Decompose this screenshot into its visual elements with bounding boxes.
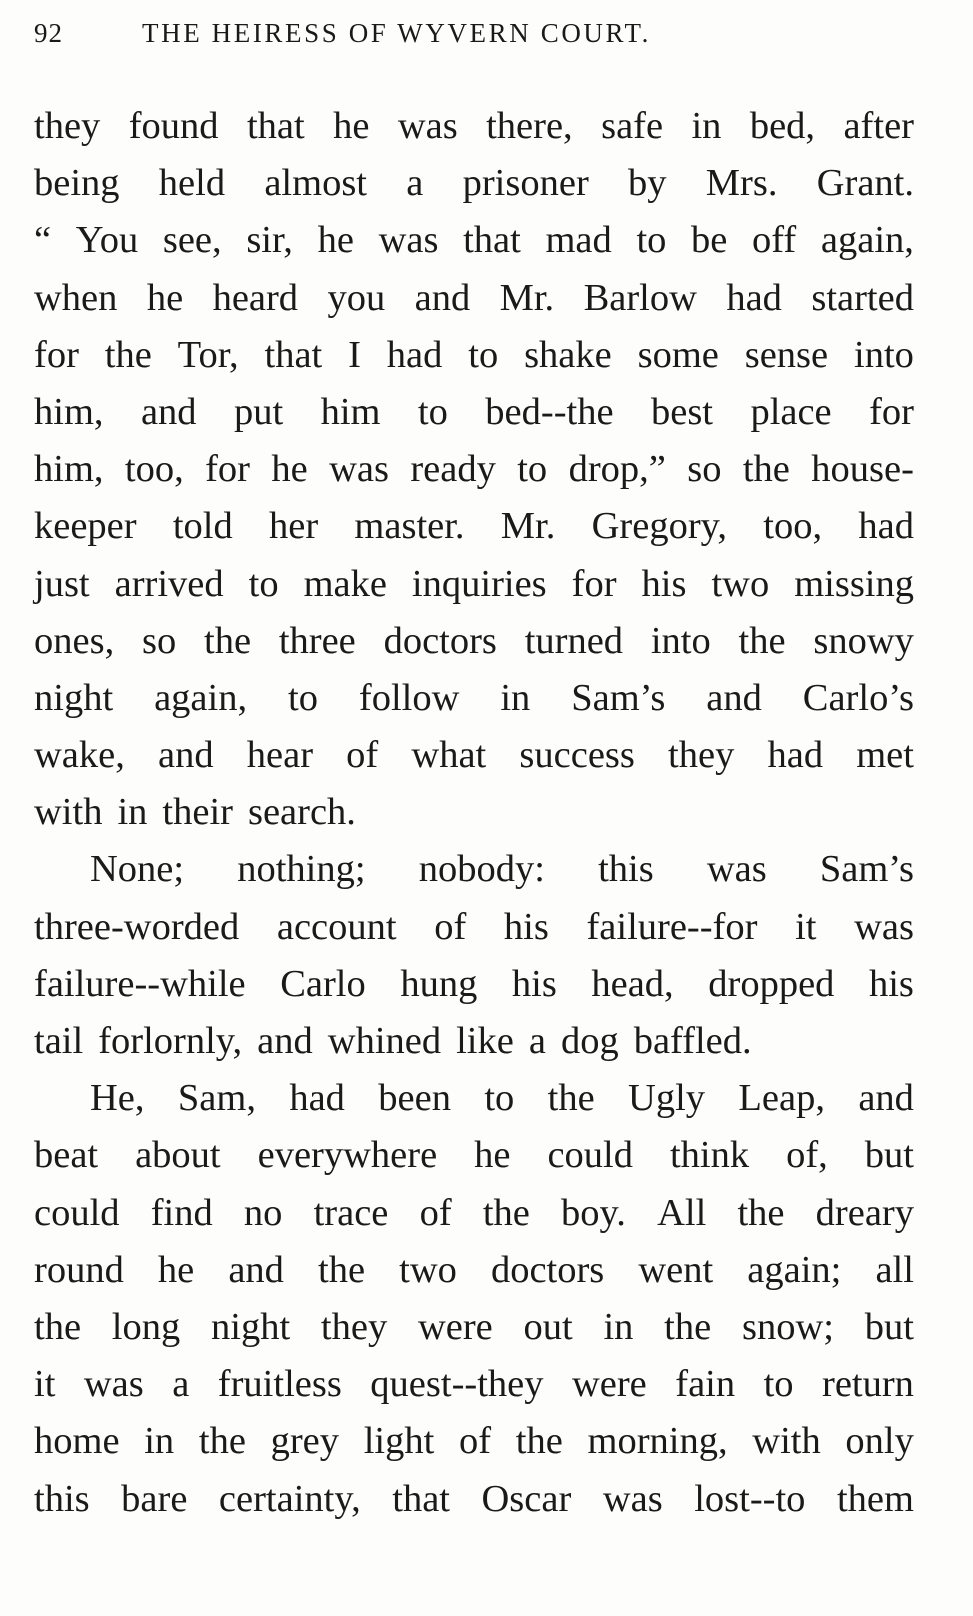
text-line: it was a fruitless quest--they were fain to return: [34, 1363, 914, 1406]
text-line: when he heard you and Mr. Barlow had started: [34, 276, 914, 319]
text-line: him, and put him to bed--the best place for: [34, 390, 914, 433]
text-line: wake, and hear of what success they had met: [34, 734, 914, 777]
text-line: night again, to follow in Sam’s and Carlo’s: [34, 676, 914, 719]
running-header: [34, 18, 924, 58]
text-line: tail forlornly, and whined like a dog baffled.: [34, 1020, 752, 1062]
text-line: could find no trace of the boy. All the dreary: [34, 1191, 914, 1234]
text-line: failure--while Carlo hung his head, dropped his: [34, 962, 914, 1005]
text-line: the long night they were out in the snow; but: [34, 1305, 914, 1348]
text-line: round he and the two doctors went again; all: [34, 1248, 914, 1291]
text-line: beat about everywhere he could think of, but: [34, 1134, 914, 1177]
text-line: keeper told her master. Mr. Gregory, too, had: [34, 505, 914, 548]
text-line: just arrived to make inquiries for his two missing: [34, 562, 914, 605]
text-line: He, Sam, had been to the Ugly Leap, and: [90, 1077, 914, 1120]
page-number: 92: [34, 18, 63, 48]
text-line: this bare certainty, that Oscar was lost--to them: [34, 1477, 914, 1520]
text-line: home in the grey light of the morning, with only: [34, 1420, 914, 1463]
text-line: being held almost a prisoner by Mrs. Grant.: [34, 162, 914, 205]
text-line: him, too, for he was ready to drop,” so the house-: [34, 448, 914, 491]
text-line: “ You see, sir, he was that mad to be off again,: [34, 219, 914, 262]
text-line: ones, so the three doctors turned into the snowy: [34, 619, 914, 662]
text-line: they found that he was there, safe in bed, after: [34, 105, 914, 147]
text-line: three-worded account of his failure--for it was: [34, 905, 914, 948]
text-line: with in their search.: [34, 791, 356, 834]
body-text: [34, 98, 914, 1528]
running-title: THE HEIRESS OF WYVERN COURT.: [142, 18, 651, 48]
text-line: None; nothing; nobody: this was Sam’s: [90, 848, 914, 891]
text-line: for the Tor, that I had to shake some sense into: [34, 333, 914, 376]
